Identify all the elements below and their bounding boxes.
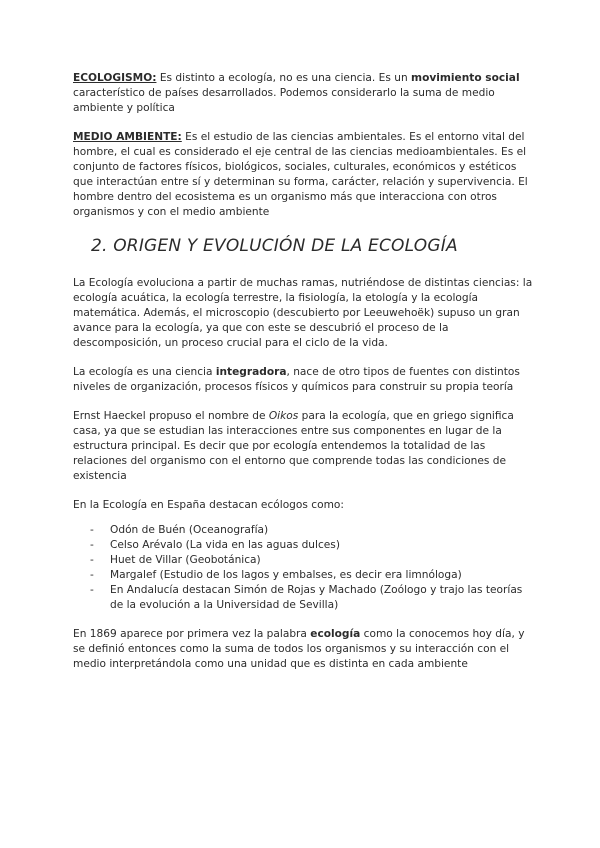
text: La ecología es una ciencia bbox=[73, 366, 216, 378]
text: Ernst Haeckel propuso el nombre de bbox=[73, 410, 269, 422]
text: para la ecología, que en griego significa casa, ya que se estudian las interacciones entre sus componentes en lugar de la estructura principal. Es decir que por ecología entendemos la totalidad de las relaciones del organismo con el entorno que comprende todas las condiciones de existencia bbox=[73, 410, 514, 482]
paragraph-1869 bbox=[73, 627, 535, 672]
list-item: - Huet de Villar (Geobotánica) bbox=[90, 554, 261, 566]
text: como la conocemos hoy día, y se definió entonces como la suma de todos los organismos y su interacción con el medio interpretándola como una unidad que es distinta en cada ambiente bbox=[73, 628, 525, 670]
text: característico de países desarrollados. Podemos considerarlo la suma de medio ambiente y política bbox=[73, 87, 495, 114]
list-item: - Margalef (Estudio de los lagos y embalses, es decir era limnóloga) bbox=[90, 569, 462, 581]
bold-text: ecología bbox=[310, 628, 361, 640]
italic-text: Oikos bbox=[268, 410, 299, 422]
dash-bullet: - bbox=[90, 539, 94, 551]
term-ecologismo: ECOLOGISMO: bbox=[73, 72, 157, 84]
ecologists-list bbox=[73, 523, 535, 613]
dash-bullet: - bbox=[90, 569, 94, 581]
paragraph-integradora bbox=[73, 365, 535, 395]
paragraph-espana: En la Ecología en España destacan ecólogos como: bbox=[73, 499, 344, 511]
paragraph-evolucion: La Ecología evoluciona a partir de muchas ramas, nutriéndose de distintas ciencias: la ecología acuática, la ecología terrestre, la fisiología, la etología y la ecología matemática. Además, el microscopio (descubierto por Leeuwehoëk) supuso un gran avance para la ecología, ya que con este se descubrió el proceso de la descomposición, un proceso crucial para el ciclo de la vida. bbox=[73, 277, 533, 349]
list-item: - Odón de Buén (Oceanografía) bbox=[90, 524, 269, 536]
dash-bullet: - bbox=[90, 554, 94, 566]
paragraph-haeckel bbox=[73, 409, 535, 484]
text: Es distinto a ecología, no es una ciencia. Es un bbox=[156, 72, 412, 84]
paragraph-ecologismo bbox=[73, 71, 535, 116]
list-item: - En Andalucía destacan Simón de Rojas y Machado (Zoólogo y trajo las teorías de la evolución a la Universidad de Sevilla) bbox=[90, 584, 523, 611]
document-page bbox=[73, 71, 535, 686]
text: , nace de otro tipos de fuentes con distintos niveles de organización, procesos físicos y químicos para construir su propia teoría bbox=[73, 366, 520, 393]
text: En 1869 aparece por primera vez la palabra bbox=[73, 628, 311, 640]
dash-bullet: - bbox=[90, 584, 94, 596]
bold-text: movimiento social bbox=[411, 72, 520, 84]
dash-bullet: - bbox=[90, 524, 94, 536]
section-heading: 2. ORIGEN Y EVOLUCIÓN DE LA ECOLOGÍA bbox=[91, 236, 458, 256]
term-medio-ambiente: MEDIO AMBIENTE: bbox=[73, 131, 182, 143]
bold-text: integradora bbox=[215, 366, 287, 378]
paragraph-medio-ambiente bbox=[73, 130, 535, 220]
text: Es el estudio de las ciencias ambientales. Es el entorno vital del hombre, el cual es considerado el eje central de las ciencias medioambientales. Es el conjunto de factores físicos, biológicos, sociales, culturales, económicos y estéticos que interactúan entre sí y determinan su forma, carácter, relación y supervivencia. El hombre dentro del ecosistema es un organismo más que interacciona con otros organismos y con el medio ambiente bbox=[73, 131, 528, 218]
list-item: - Celso Arévalo (La vida en las aguas dulces) bbox=[90, 539, 340, 551]
